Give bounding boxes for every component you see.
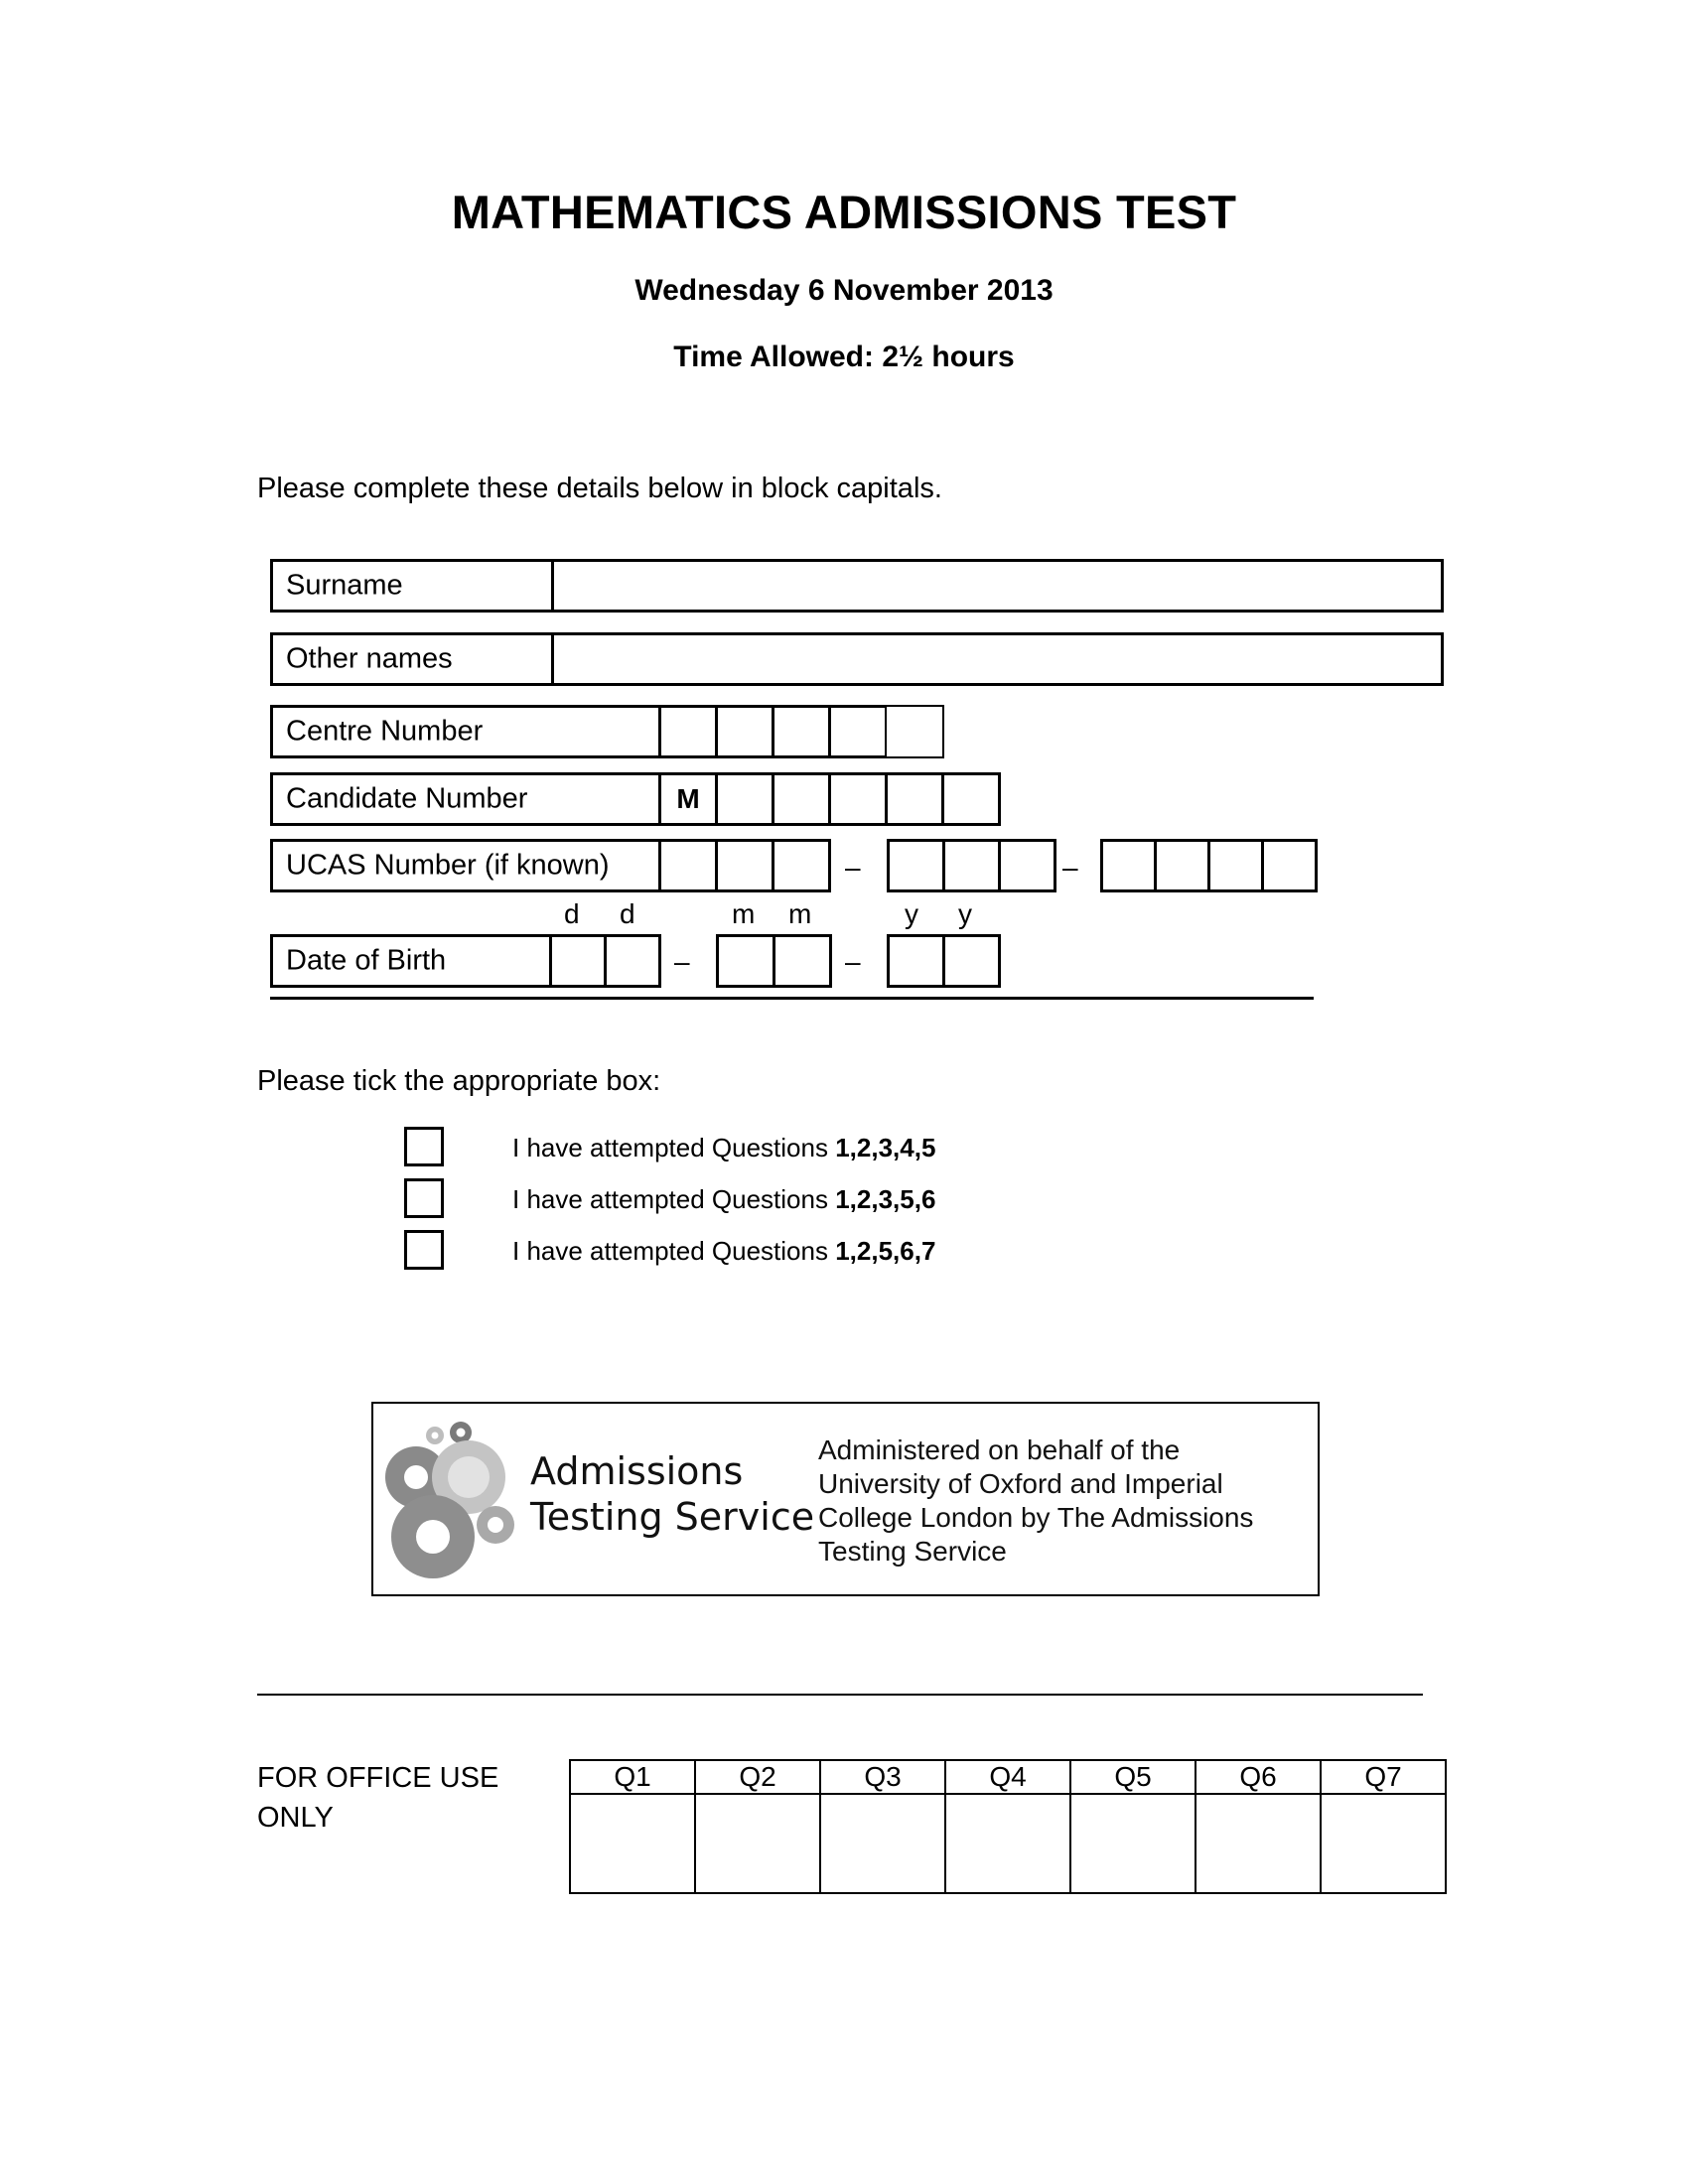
office-col-q7: Q7 [1321, 1760, 1446, 1794]
logo-text-line-1: Admissions [530, 1449, 744, 1493]
details-bottom-rule [270, 997, 1314, 1000]
office-use-label: FOR OFFICE USE ONLY [257, 1762, 499, 1834]
ucas-digit-6[interactable] [998, 839, 1056, 892]
office-col-q1: Q1 [570, 1760, 695, 1794]
dob-day-2[interactable] [604, 934, 661, 988]
ucas-group-1 [658, 839, 831, 892]
office-score-q4[interactable] [945, 1794, 1070, 1893]
page-title: MATHEMATICS ADMISSIONS TEST [451, 186, 1237, 238]
ucas-number-row [270, 839, 661, 892]
centre-number-row [270, 705, 661, 758]
option-label-1: I have attempted Questions 1,2,3,4,5 [512, 1133, 936, 1162]
dob-month-2[interactable] [773, 934, 832, 988]
centre-digit-2[interactable] [715, 705, 774, 758]
office-score-table [569, 1759, 1447, 1894]
ucas-digit-3[interactable] [772, 839, 831, 892]
other-names-label: Other names [286, 642, 453, 675]
dob-hint-d1: d [564, 898, 580, 929]
surname-label: Surname [286, 569, 403, 602]
office-col-q5: Q5 [1070, 1760, 1196, 1794]
ucas-digit-1[interactable] [658, 839, 718, 892]
office-score-q3[interactable] [820, 1794, 945, 1893]
centre-number-cells [658, 705, 944, 758]
dob-year-cells [887, 934, 1001, 988]
candidate-digit-2[interactable] [772, 772, 831, 826]
office-score-q7[interactable] [1321, 1794, 1446, 1893]
centre-digit-3[interactable] [772, 705, 831, 758]
centre-digit-1[interactable] [658, 705, 718, 758]
ucas-dash-1: – [845, 852, 861, 883]
office-score-q2[interactable] [695, 1794, 820, 1893]
dob-year-2[interactable] [942, 934, 1001, 988]
dob-row [270, 934, 552, 988]
centre-digit-5[interactable] [885, 705, 944, 758]
dob-day-1[interactable] [549, 934, 607, 988]
office-col-q4: Q4 [945, 1760, 1070, 1794]
admissions-logo-box [371, 1402, 1320, 1596]
ucas-group-3 [1100, 839, 1318, 892]
dob-day-cells [549, 934, 661, 988]
option-label-3: I have attempted Questions 1,2,5,6,7 [512, 1236, 936, 1266]
ucas-digit-9[interactable] [1207, 839, 1264, 892]
candidate-prefix: M [658, 772, 718, 826]
ucas-digit-5[interactable] [942, 839, 1001, 892]
office-col-q2: Q2 [695, 1760, 820, 1794]
surname-input[interactable] [554, 562, 1441, 610]
candidate-number-row [270, 772, 661, 826]
ucas-digit-8[interactable] [1154, 839, 1210, 892]
centre-number-label: Centre Number [286, 715, 484, 748]
option-label-2: I have attempted Questions 1,2,3,5,6 [512, 1184, 936, 1214]
option-checkbox-2[interactable] [404, 1178, 444, 1218]
dob-hint-y2: y [958, 898, 972, 929]
section-divider [257, 1694, 1423, 1696]
dob-month-cells [716, 934, 832, 988]
ucas-digit-2[interactable] [715, 839, 774, 892]
other-names-input[interactable] [554, 635, 1441, 683]
candidate-digit-3[interactable] [828, 772, 888, 826]
candidate-digit-1[interactable] [715, 772, 774, 826]
details-instruction: Please complete these details below in block capitals. [257, 473, 942, 504]
surname-row [270, 559, 1444, 613]
dob-label: Date of Birth [286, 944, 447, 977]
office-score-q6[interactable] [1196, 1794, 1321, 1893]
administered-text: Administered on behalf of the University of Oxford and Imperial College London by The Admissions Testing Service [818, 1434, 1254, 1567]
dob-dash-2: – [845, 946, 861, 977]
dob-hint-y1: y [905, 898, 918, 929]
dob-hint-m1: m [732, 898, 756, 929]
candidate-digit-5[interactable] [941, 772, 1001, 826]
dob-hint-m2: m [788, 898, 812, 929]
office-score-q1[interactable] [570, 1794, 695, 1893]
logo-text-line-2: Testing Service [530, 1495, 815, 1539]
office-score-q5[interactable] [1070, 1794, 1196, 1893]
ucas-group-2 [887, 839, 1056, 892]
option-checkbox-1[interactable] [404, 1127, 444, 1166]
centre-digit-4[interactable] [828, 705, 888, 758]
admissions-circles-logo-icon [383, 1422, 532, 1580]
candidate-number-label: Candidate Number [286, 782, 528, 815]
dob-dash-1: – [674, 946, 690, 977]
option-checkbox-3[interactable] [404, 1230, 444, 1270]
time-allowed: Time Allowed: 2½ hours [673, 341, 1015, 373]
dob-hint-d2: d [620, 898, 635, 929]
ucas-digit-7[interactable] [1100, 839, 1157, 892]
office-col-q3: Q3 [820, 1760, 945, 1794]
tick-instruction: Please tick the appropriate box: [257, 1065, 661, 1097]
exam-date: Wednesday 6 November 2013 [634, 274, 1054, 307]
candidate-number-cells [658, 772, 1001, 826]
dob-month-1[interactable] [716, 934, 775, 988]
ucas-number-label: UCAS Number (if known) [286, 849, 610, 882]
ucas-digit-4[interactable] [887, 839, 945, 892]
dob-year-1[interactable] [887, 934, 945, 988]
office-col-q6: Q6 [1196, 1760, 1321, 1794]
ucas-digit-10[interactable] [1261, 839, 1318, 892]
ucas-dash-2: – [1062, 852, 1078, 883]
candidate-digit-4[interactable] [885, 772, 944, 826]
other-names-row [270, 632, 1444, 686]
